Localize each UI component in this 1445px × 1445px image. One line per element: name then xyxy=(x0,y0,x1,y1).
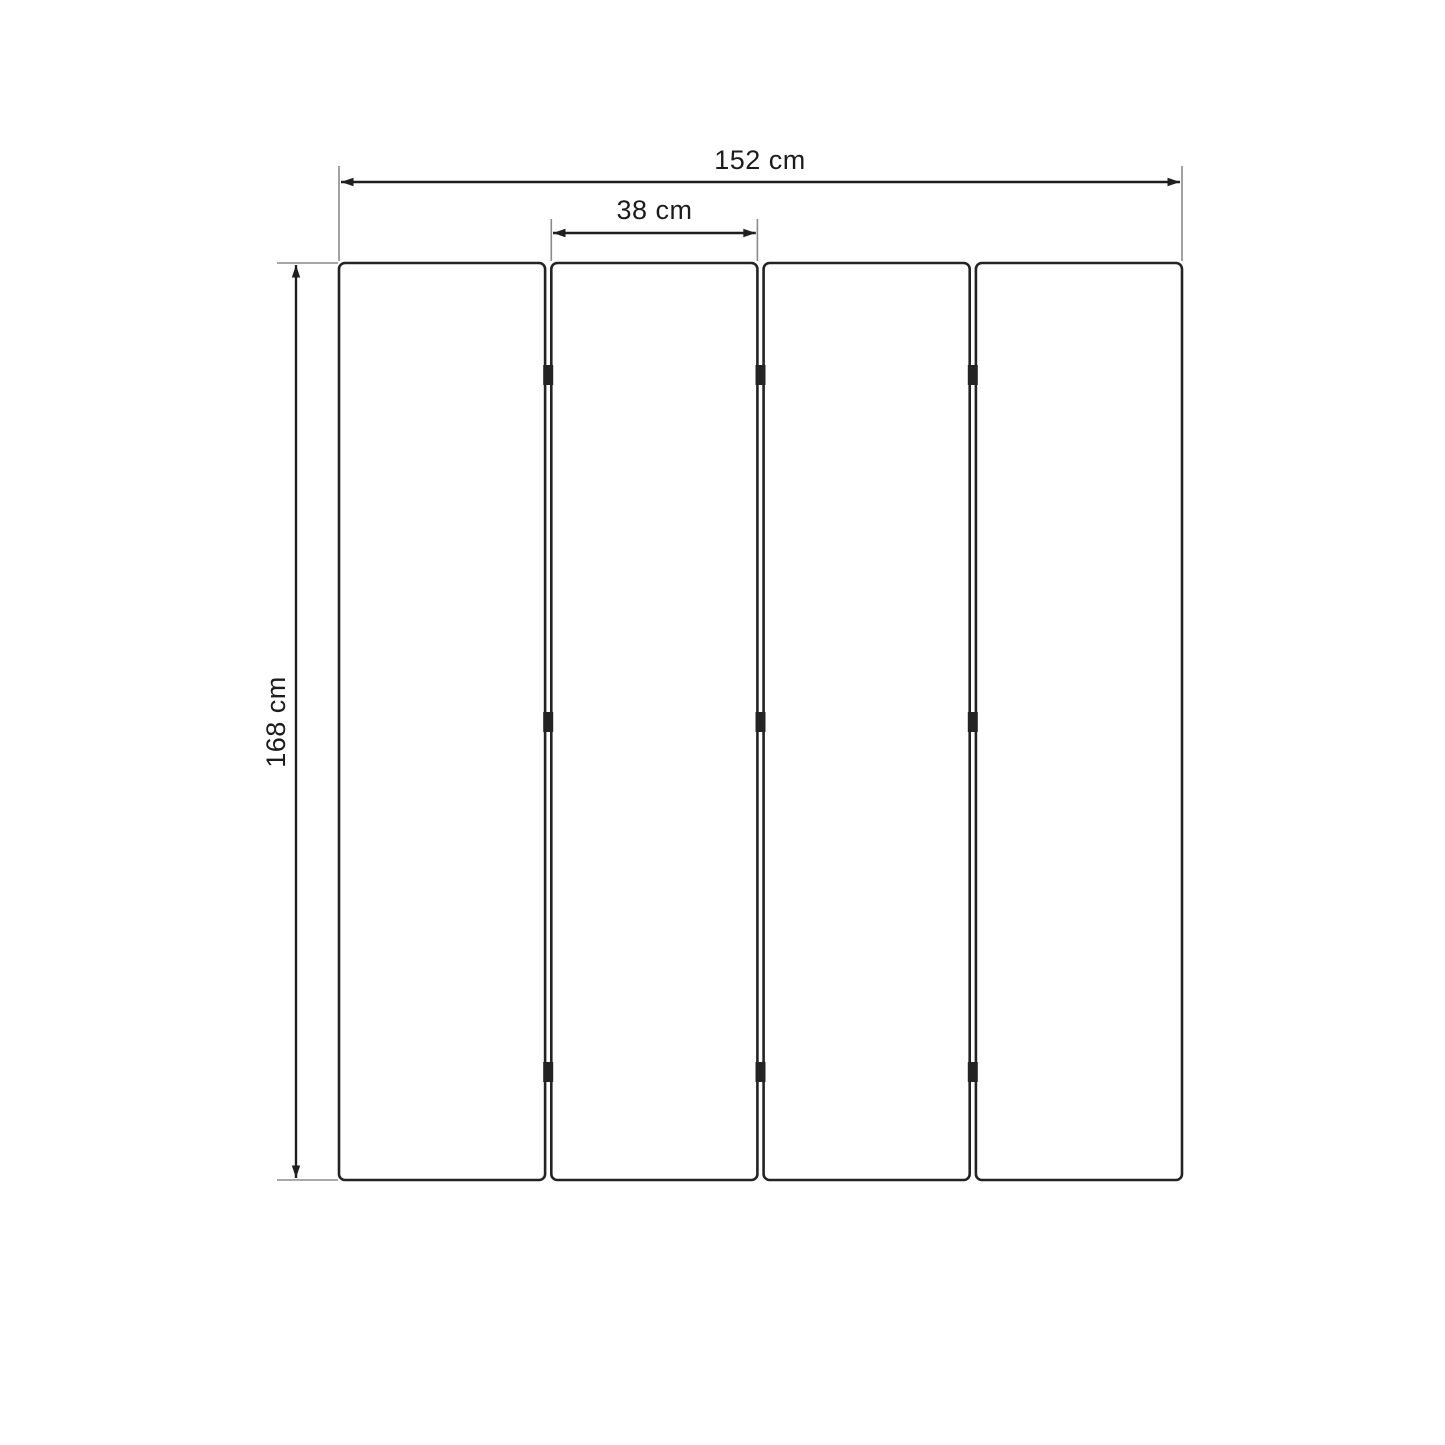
hinge-bottom-gap3 xyxy=(968,1062,978,1082)
hinge-middle-gap3 xyxy=(968,712,978,732)
hinge-bottom-gap2 xyxy=(756,1062,766,1082)
panel-width-dimension xyxy=(551,195,757,261)
panel-3 xyxy=(764,263,970,1180)
hinge-middle-gap2 xyxy=(756,712,766,732)
panel-1 xyxy=(339,263,545,1180)
total-width-dimension xyxy=(339,145,1182,261)
hinge-top-gap3 xyxy=(968,365,978,385)
height-label: 168 cm xyxy=(261,676,291,768)
panel-4 xyxy=(976,263,1182,1180)
panel-2 xyxy=(551,263,757,1180)
hinge-top-gap2 xyxy=(756,365,766,385)
panel-width-label: 38 cm xyxy=(616,195,693,225)
height-dimension xyxy=(261,263,338,1180)
hinge-bottom-gap1 xyxy=(543,1062,553,1082)
total-width-label: 152 cm xyxy=(714,145,806,175)
hinge-top-gap1 xyxy=(543,365,553,385)
hinge-middle-gap1 xyxy=(543,712,553,732)
